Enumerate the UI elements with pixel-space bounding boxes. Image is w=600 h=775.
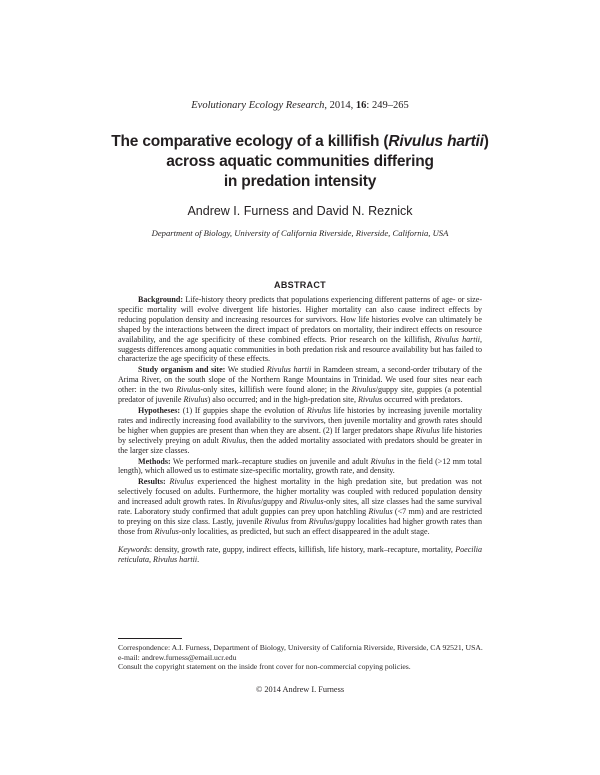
abstract-text: in the field (>12 mm total length), which allowed us to estimate size-specific mortality, growth rate, and density.: [118, 456, 482, 476]
species-name: Rivulus: [368, 507, 393, 517]
species-name: Rivulus: [154, 526, 179, 536]
species-name: Rivulus hartii: [266, 365, 312, 375]
abstract-text: ) also occurred; and in the high-predation site,: [207, 395, 358, 405]
species-name: Rivulus: [183, 395, 208, 405]
abstract-hypotheses: [118, 406, 482, 456]
abstract-text: /guppy localities had higher growth rates than those from: [118, 516, 482, 536]
keywords-text: .: [197, 554, 200, 564]
species-name: Rivulus: [415, 425, 440, 435]
species-name: Rivulus: [351, 385, 376, 395]
section-label: Study organism and site:: [138, 365, 226, 375]
species-name: Rivulus: [264, 516, 289, 526]
species-name: Rivulus hartii: [153, 554, 198, 564]
species-name: Rivulus: [299, 497, 324, 507]
abstract-text: from: [288, 516, 309, 526]
keywords-text: : density, growth rate, guppy, indirect effects, killifish, life history, mark–recapture, mortality,: [149, 544, 456, 554]
abstract-text: Life-history theory predicts that populations experiencing different patterns of age- or size-specific mortality will evolve divergent life histories. Higher mortality can also cause indirect effects by reducing population density and increasing resources for survivors. How life histories evolve can ultimately be shaped by the interactions between the direct impact of predators on mortality, their indirect effects on resource availability, and the age specificity of these combined effects. Prior research on the killifish,: [118, 295, 482, 344]
species-name: Rivulus: [169, 477, 194, 487]
abstract-text: We performed mark–recapture studies on juvenile and adult: [170, 456, 371, 466]
journal-pages: : 249–265: [366, 100, 409, 111]
authors: Andrew I. Furness and David N. Reznick: [187, 204, 413, 218]
abstract-text: life histories by increasing juvenile mortality rates and indirectly increasing food availability to the survivors, then juvenile mortality and growth rates should be higher when guppies are present than when they are absent. (2) If larger predators shape: [118, 405, 482, 435]
footnote-divider: [118, 638, 182, 639]
abstract-text: -only sites, killifish were found alone; in the: [200, 385, 352, 395]
abstract-study-organism: [118, 365, 482, 405]
abstract-methods: [118, 457, 482, 477]
species-name: Rivulus: [236, 497, 261, 507]
section-label: Methods:: [138, 456, 171, 466]
journal-year: , 2014,: [324, 100, 356, 111]
abstract-text: (1) If guppies shape the evolution of: [180, 405, 307, 415]
abstract-text: We studied: [225, 365, 267, 375]
affiliation: Department of Biology, University of California Riverside, Riverside, California, USA: [151, 228, 449, 238]
species-name: Rivulus: [221, 435, 246, 445]
title-line-2: across aquatic communities differing: [166, 153, 434, 170]
copyright-line: © 2014 Andrew I. Furness: [255, 685, 345, 694]
abstract-results: [118, 477, 482, 536]
section-label: Background:: [138, 295, 184, 304]
correspondence-note: Correspondence: A.I. Furness, Department of Biology, University of California Riverside, Riverside, CA 92521, USA. e-mail: andrew.furness@email.ucr.edu: [118, 643, 483, 662]
species-name: Rivulus: [308, 516, 333, 526]
journal-name: Evolutionary Ecology Research: [191, 100, 325, 111]
abstract-text: /guppy site, guppies (a potential predator of juvenile: [118, 385, 483, 405]
title-text: The comparative ecology of a killifish (: [111, 133, 389, 150]
paper-title: [60, 132, 540, 192]
abstract-text: , suggests differences among aquatic communities in both predation risk and resource availability but has failed to characterize the age specificity of these effects.: [118, 334, 482, 364]
abstract-text: (<7 mm) and are restricted to preying on this size class. Lastly, juvenile: [118, 507, 482, 526]
species-name: Rivulus: [306, 405, 332, 415]
section-label: Hypotheses:: [138, 405, 181, 415]
section-label: Results:: [138, 477, 166, 487]
abstract-text: -only sites, all size classes had the same survival rate. Laboratory study confirmed that adult guppies can prey upon hatchling: [118, 497, 482, 517]
abstract-text: experienced the highest mortality in the high predation site, but predation was not selectively focused on adults. Furthermore, the higher mortality was coupled with reduced population density and increased adult growth rates. In: [118, 477, 482, 507]
footnote: [118, 643, 488, 672]
abstract-text: /guppy and: [260, 497, 300, 507]
copyright-policy-note: Consult the copyright statement on the inside front cover for non-commercial copying policies.: [118, 662, 411, 672]
species-name: Rivulus: [358, 395, 383, 405]
journal-header: [0, 100, 600, 111]
abstract-text: occurred with predators.: [382, 395, 463, 405]
species-name: Poecilia reticulata: [118, 544, 482, 564]
title-species: Rivulus hartii: [388, 133, 484, 150]
title-line-1: [60, 132, 540, 152]
species-name: Rivulus: [370, 456, 395, 466]
keywords-label: Keywords: [118, 544, 150, 554]
journal-volume: 16: [355, 100, 367, 111]
keywords-text: ,: [149, 554, 154, 564]
abstract-text: in Ramdeen stream, a second-order tributary of the Arima River, on the south slope of the Northern Range Mountains in Trinidad. We used four sites near each other: in the two: [118, 365, 482, 395]
abstract-body: [118, 295, 482, 566]
abstract-heading: ABSTRACT: [274, 280, 326, 290]
abstract-text: -only localities, as predicted, but such an effect disappeared in the adult stage.: [178, 526, 430, 536]
species-name: Rivulus: [176, 385, 201, 395]
title-line-3: in predation intensity: [223, 173, 377, 190]
abstract-keywords: [118, 545, 482, 565]
abstract-text: life histories by selectively preying on adult: [118, 425, 483, 445]
abstract-background: [118, 295, 482, 364]
abstract-text: , then the added mortality associated with predators should be greater in the larger size classes.: [118, 435, 482, 455]
title-text: ): [483, 133, 489, 150]
species-name: Rivulus hartii: [434, 334, 480, 344]
